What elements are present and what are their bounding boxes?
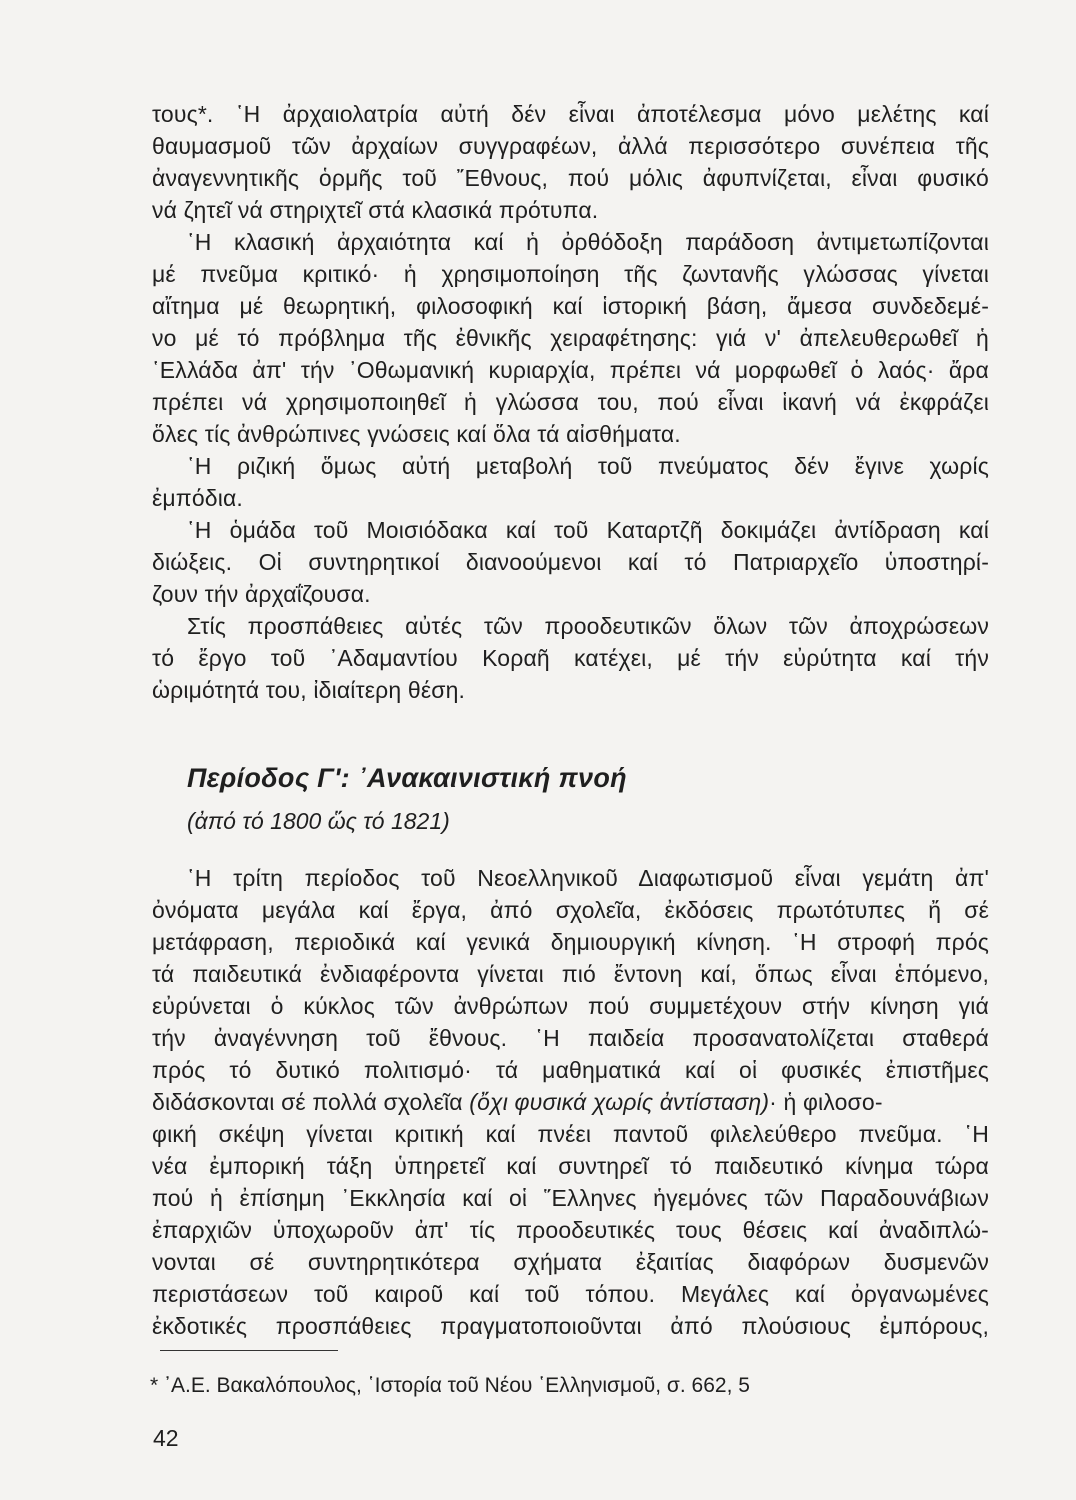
body-line: φική σκέψη γίνεται κριτική καί πνέει παντοῦ φιλελεύθερο πνεῦμα. ῾Η: [152, 1121, 989, 1147]
body-text: · ἡ φιλοσο-: [769, 1089, 883, 1115]
body-line: τά παιδευτικά ἐνδιαφέροντα γίνεται πιό ἔντονη καί, ὅπως εἶναι ἑπόμενο,: [152, 961, 989, 987]
body-line: διώξεις. Οἱ συντηρητικοί διανοούμενοι καί τό Πατριαρχεῖο ὑποστηρί-: [152, 549, 989, 575]
body-line-mixed: [152, 1089, 883, 1115]
body-line: ὅλες τίς ἀνθρώπινες γνώσεις καί ὅλα τά αἰσθήματα.: [152, 421, 681, 447]
body-line: ἐμπόδια.: [152, 485, 243, 511]
page-number: 42: [153, 1425, 179, 1451]
body-line: νο μέ τό πρόβλημα τῆς ἐθνικῆς χειραφέτησης: γιά ν' ἀπελευθερωθεῖ ἡ: [152, 325, 989, 351]
body-line: μέ πνεῦμα κριτικό· ἡ χρησιμοποίηση τῆς ζωντανῆς γλώσσας γίνεται: [152, 261, 989, 287]
body-line: ἐκδοτικές προσπάθειες πραγματοποιοῦνται ἀπό πλούσιους ἐμπόρους,: [152, 1313, 989, 1339]
italic-aside: (ὄχι φυσικά χωρίς ἀντίσταση): [469, 1089, 770, 1115]
body-line: μετάφραση, περιοδικά καί γενικά δημιουργική κίνηση. ῾Η στροφή πρός: [152, 929, 989, 955]
body-line: ῾Η τρίτη περίοδος τοῦ Νεοελληνικοῦ Διαφωτισμοῦ εἶναι γεμάτη ἀπ': [187, 865, 989, 891]
body-line: ὡριμότητά του, ἰδιαίτερη θέση.: [152, 677, 466, 703]
body-text: διδάσκονται σέ πολλά σχολεῖα: [152, 1089, 463, 1115]
body-line: τήν ἀναγέννηση τοῦ ἔθνους. ῾Η παιδεία προσανατολίζεται σταθερά: [152, 1025, 989, 1051]
body-line: ῾Η ὁμάδα τοῦ Μοισιόδακα καί τοῦ Καταρτζῆ δοκιμάζει ἀντίδραση καί: [187, 517, 989, 543]
body-line: Στίς προσπάθειες αὐτές τῶν προοδευτικῶν ὅλων τῶν ἀποχρώσεων: [187, 613, 989, 639]
body-line: νέα ἐμπορική τάξη ὑπηρετεῖ καί συντηρεῖ τό παιδευτικό κίνημα τώρα: [152, 1153, 989, 1179]
footnote: * ᾿Α.Ε. Βακαλόπουλος, ῾Ιστορία τοῦ Νέου ῾Ελληνισμοῦ, σ. 662, 5: [150, 1374, 750, 1397]
body-line: τους*. ῾Η ἀρχαιολατρία αὐτή δέν εἶναι ἀποτέλεσμα μόνο μελέτης καί: [152, 101, 989, 127]
body-line: αἴτημα μέ θεωρητική, φιλοσοφική καί ἱστορική βάση, ἄμεσα συνδεδεμέ-: [152, 293, 989, 319]
body-line: νονται σέ συντηρητικότερα σχήματα ἐξαιτίας διαφόρων δυσμενῶν: [152, 1249, 989, 1275]
section-heading: Περίοδος Γ': ᾿Ανακαινιστική πνοή: [187, 763, 627, 793]
body-line: πρέπει νά χρησιμοποιηθεῖ ἡ γλώσσα του, πού εἶναι ἱκανή νά ἐκφράζει: [152, 389, 989, 415]
body-line: πρός τό δυτικό πολιτισμό· τά μαθηματικά καί οἱ φυσικές ἐπιστῆμες: [152, 1057, 989, 1083]
body-line: πού ἡ ἐπίσημη ᾿Εκκλησία καί οἱ ῞Ελληνες ἡγεμόνες τῶν Παραδουνάβιων: [152, 1185, 989, 1211]
body-line: νά ζητεῖ νά στηριχτεῖ στά κλασικά πρότυπα.: [152, 197, 599, 223]
body-line: τό ἔργο τοῦ ᾿Αδαμαντίου Κοραῆ κατέχει, μέ τήν εὐρύτητα καί τήν: [152, 645, 989, 671]
body-line: ῾Η κλασική ἀρχαιότητα καί ἡ ὀρθόδοξη παράδοση ἀντιμετωπίζονται: [187, 229, 989, 255]
section-subheading: (ἀπό τό 1800 ὥς τό 1821): [187, 808, 450, 834]
body-line: θαυμασμοῦ τῶν ἀρχαίων συγγραφέων, ἀλλά περισσότερο συνέπεια τῆς: [152, 133, 989, 159]
body-line: ἀναγεννητικῆς ὁρμῆς τοῦ ῎Εθνους, πού μόλις ἀφυπνίζεται, εἶναι φυσικό: [152, 165, 989, 191]
body-line: ὀνόματα μεγάλα καί ἔργα, ἀπό σχολεῖα, ἐκδόσεις πρωτότυπες ἤ σέ: [152, 897, 989, 923]
footnote-rule: [160, 1350, 338, 1351]
body-line: ἐπαρχιῶν ὑποχωροῦν ἀπ' τίς προοδευτικές τους θέσεις καί ἀναδιπλώ-: [152, 1217, 989, 1243]
body-line: ῾Ελλάδα ἀπ' τήν ᾿Οθωμανική κυριαρχία, πρέπει νά μορφωθεῖ ὁ λαός· ἄρα: [152, 357, 989, 383]
body-line: εὐρύνεται ὁ κύκλος τῶν ἀνθρώπων πού συμμετέχουν στήν κίνηση γιά: [152, 993, 989, 1019]
body-line: ῾Η ριζική ὅμως αὐτή μεταβολή τοῦ πνεύματος δέν ἔγινε χωρίς: [187, 453, 989, 479]
body-line: ζουν τήν ἀρχαΐζουσα.: [152, 581, 371, 607]
body-line: περιστάσεων τοῦ καιροῦ καί τοῦ τόπου. Μεγάλες καί ὀργανωμένες: [152, 1281, 989, 1307]
